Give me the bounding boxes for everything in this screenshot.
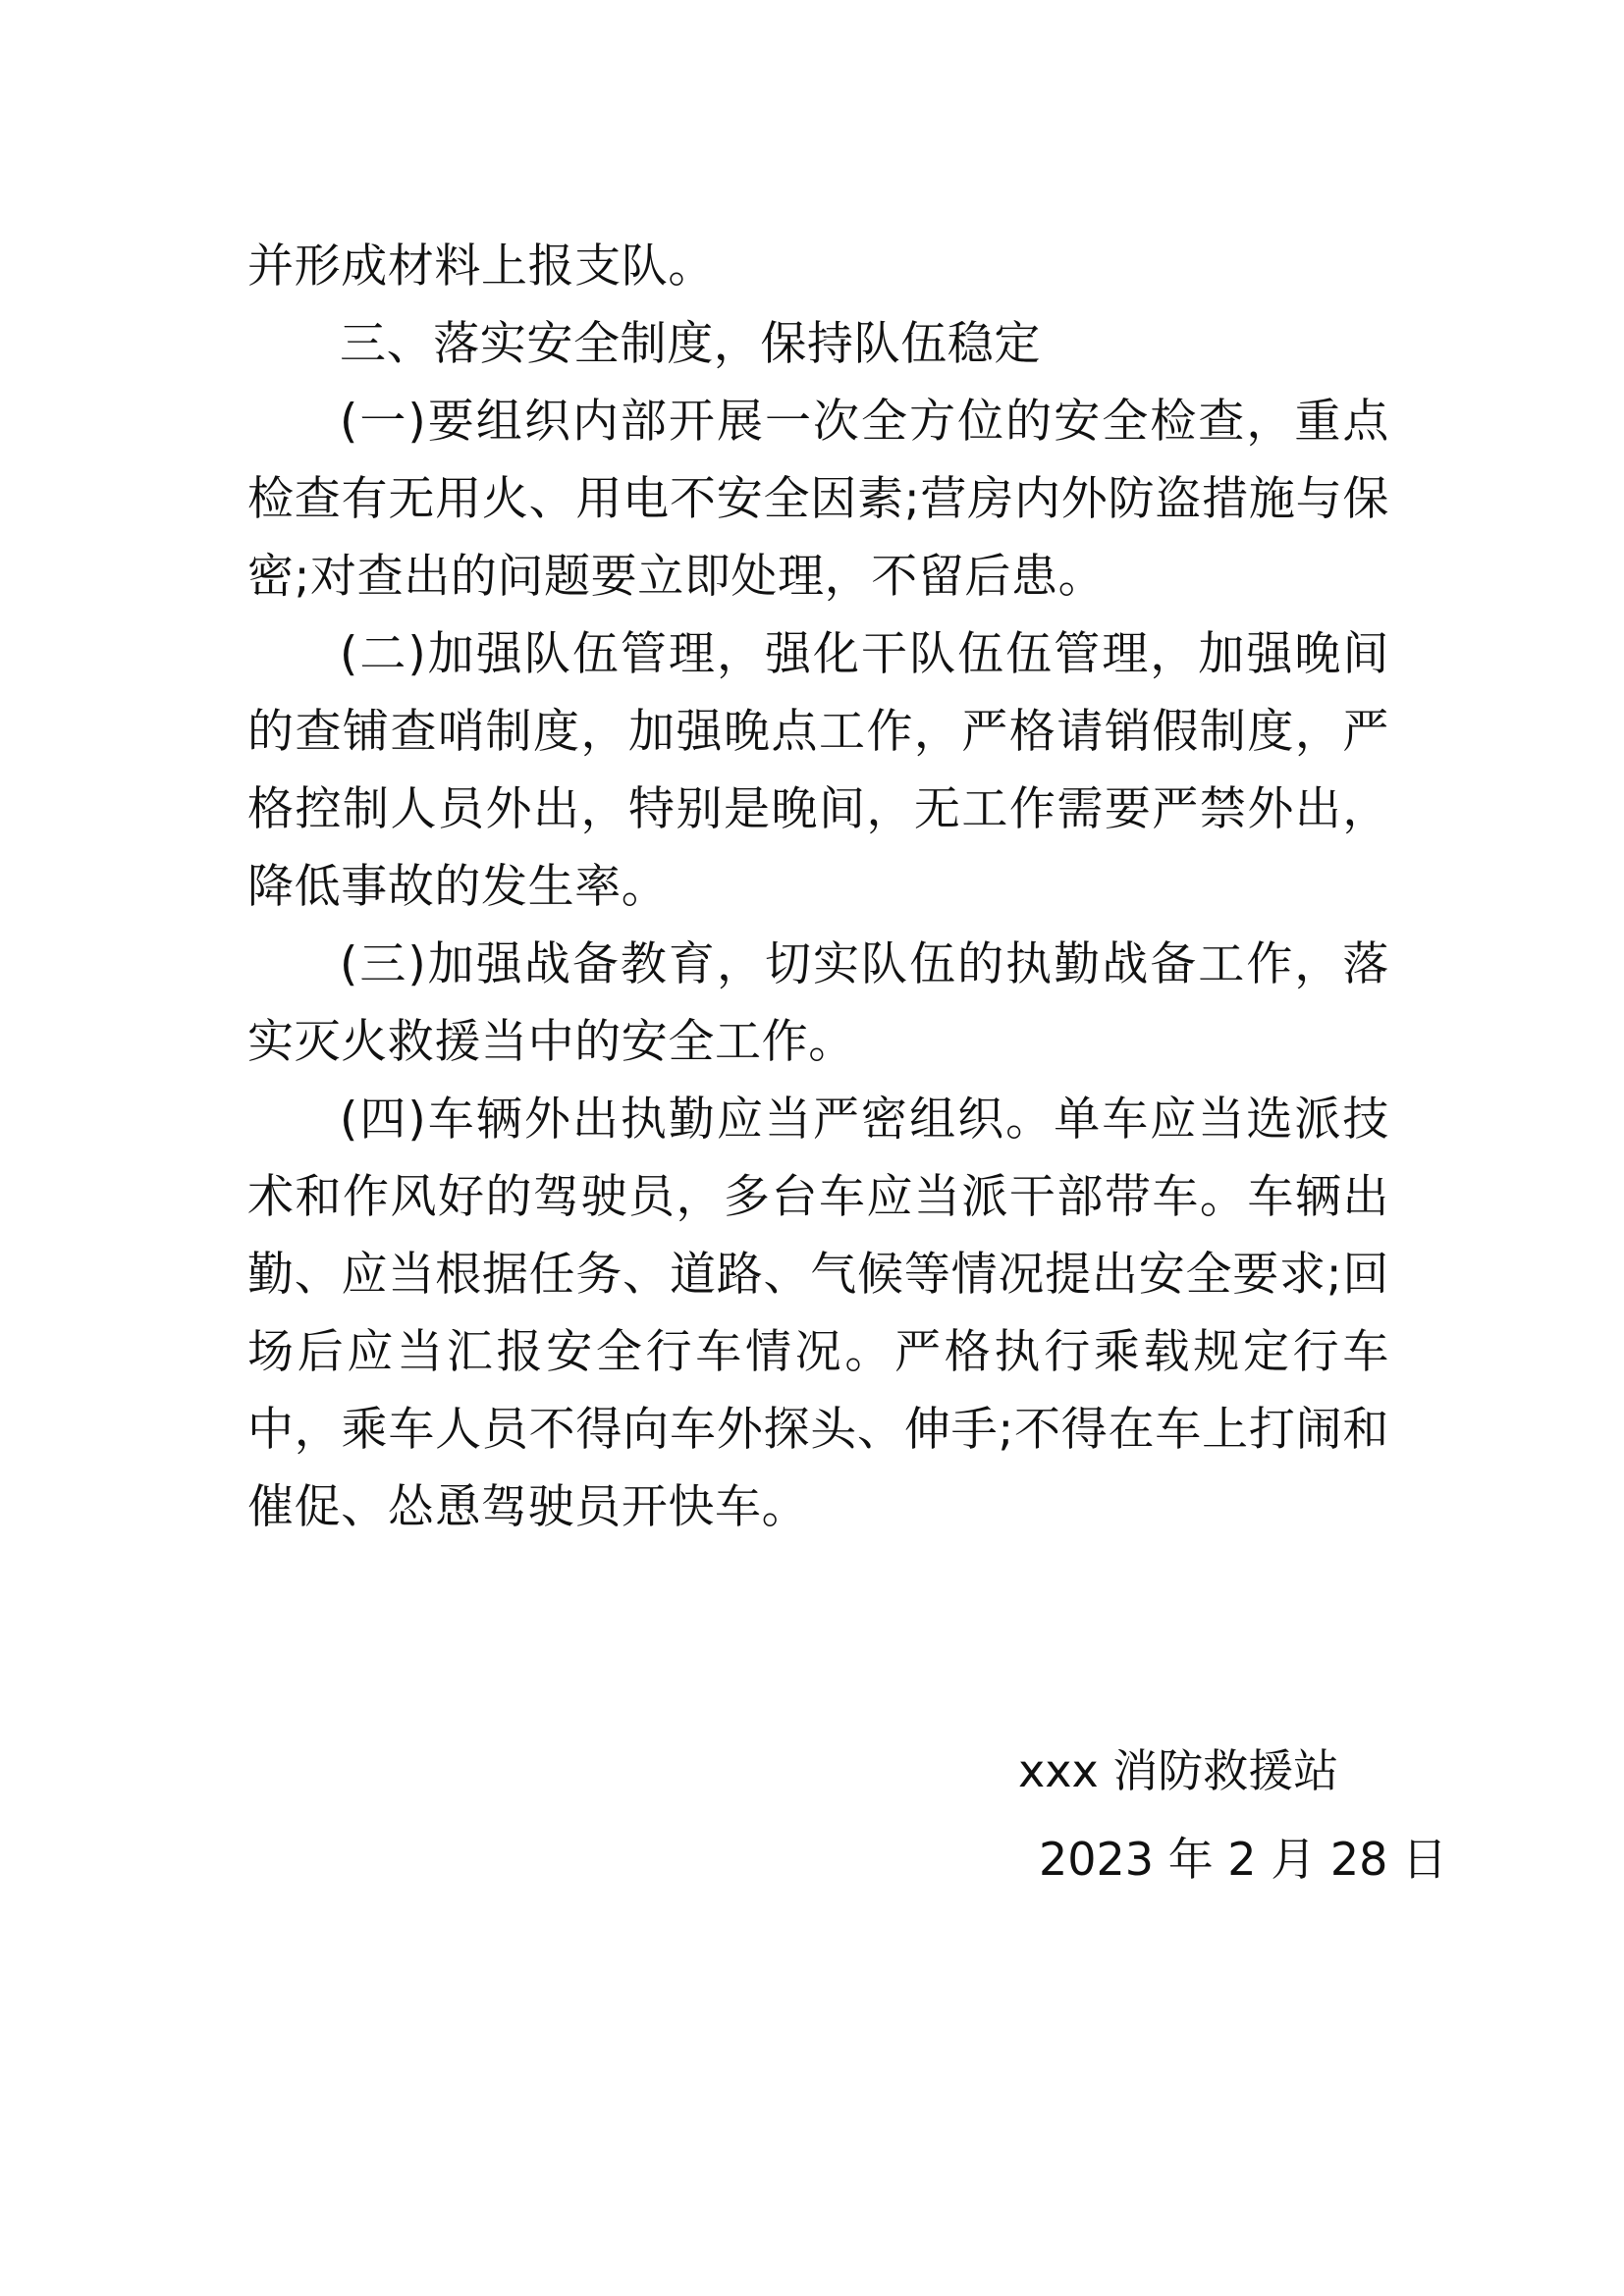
paragraph-item-1: (一)要组织内部开展一次全方位的安全检查，重点检查有无用火、用电不安全因素;营房内外防盗措施与保密;对查出的问题要立即处理，不留后患。 bbox=[247, 395, 1389, 604]
paragraph-item-4: (四)车辆外出执勤应当严密组织。单车应当选派技术和作风好的驾驶员，多台车应当派干部带车。车辆出勤、应当根据任务、道路、气候等情况提出安全要求;回场后应当汇报安全行车情况。严格执行乘载规定行车中，乘车人员不得向车外探头、伸手;不得在车上打闹和催促、怂恿驾驶员开快车。 bbox=[247, 1093, 1389, 1534]
section-heading-3: 三、落实安全制度，保持队伍稳定 bbox=[340, 317, 1041, 371]
signature-date: 2023 年 2 月 28 日 bbox=[1039, 1833, 1447, 1886]
paragraph-continuation: 并形成材料上报支队。 bbox=[247, 240, 715, 294]
signature-organization: xxx 消防救援站 bbox=[1018, 1744, 1339, 1797]
document-body bbox=[247, 228, 1389, 1546]
paragraph-item-3: (三)加强战备教育，切实队伍的执勤战备工作，落实灭火救援当中的安全工作。 bbox=[247, 937, 1389, 1069]
paragraph-item-2: (二)加强队伍管理，强化干队伍伍管理，加强晚间的查铺查哨制度，加强晚点工作，严格请销假制度，严格控制人员外出，特别是晚间，无工作需要严禁外出，降低事故的发生率。 bbox=[247, 627, 1389, 914]
